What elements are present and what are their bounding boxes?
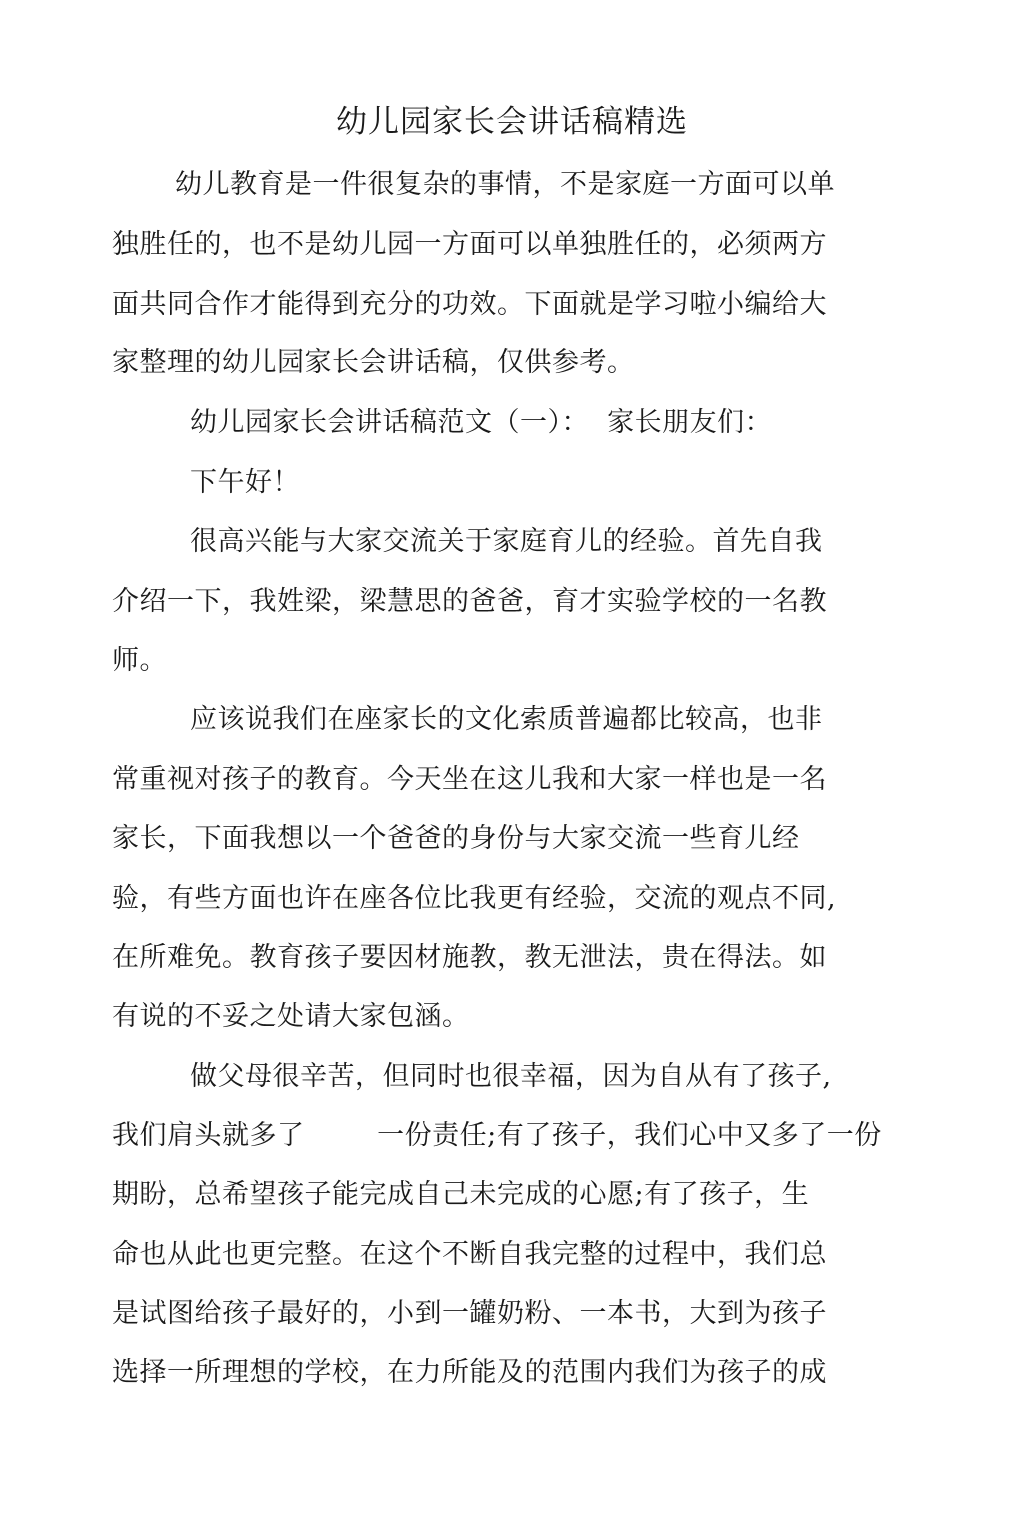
- text-line: 很高兴能与大家交流关于家庭育儿的经验。首先自我: [190, 526, 823, 557]
- text-line: 介绍一下，我姓梁，梁慧思的爸爸，育才实验学校的一名教: [112, 586, 827, 617]
- text-line: 幼儿园家长会讲话稿范文（一）： 家长朋友们：: [190, 407, 773, 438]
- text-line: 期盼，总希望孩子能完成自己未完成的心愿;有了孩子，生: [112, 1179, 810, 1210]
- text-line: 家长，下面我想以一个爸爸的身份与大家交流一些育儿经: [112, 823, 800, 854]
- text-line: 在所难免。教育孩子要因材施教，教无泄法，贵在得法。如: [112, 942, 827, 973]
- text-line: 有说的不妥之处请大家包涵。: [112, 1001, 470, 1032]
- text-line: 应该说我们在座家长的文化索质普遍都比较高，也非: [190, 704, 823, 735]
- text-line: 师。: [112, 645, 167, 676]
- text-line: 下午好！: [190, 467, 300, 498]
- text-line: 做父母很辛苦，但同时也很幸福，因为自从有了孩子,: [190, 1061, 832, 1092]
- text-line: 选择一所理想的学校，在力所能及的范围内我们为孩子的成: [112, 1357, 827, 1388]
- text-line: 面共同合作才能得到充分的功效。下面就是学习啦小编给大: [112, 289, 827, 320]
- text-line: 常重视对孩子的教育。今天坐在这儿我和大家一样也是一名: [112, 764, 827, 795]
- text-line: 幼儿教育是一件很复杂的事情，不是家庭一方面可以单: [175, 169, 835, 200]
- text-line: 独胜任的，也不是幼儿园一方面可以单独胜任的，必须两方: [112, 229, 827, 260]
- text-line: 是试图给孩子最好的，小到一罐奶粉、一本书，大到为孩子: [112, 1298, 827, 1329]
- text-line: 命也从此也更完整。在这个不断自我完整的过程中，我们总: [112, 1239, 827, 1270]
- text-line: 家整理的幼儿园家长会讲话稿，仅供参考。: [112, 347, 635, 378]
- document-title: 幼儿园家长会讲话稿精选: [336, 104, 688, 140]
- text-line: 验，有些方面也许在座各位比我更有经验，交流的观点不同,: [112, 883, 837, 914]
- text-line: 我们肩头就多了 一份责任;有了孩子，我们心中又多了一份: [112, 1120, 882, 1151]
